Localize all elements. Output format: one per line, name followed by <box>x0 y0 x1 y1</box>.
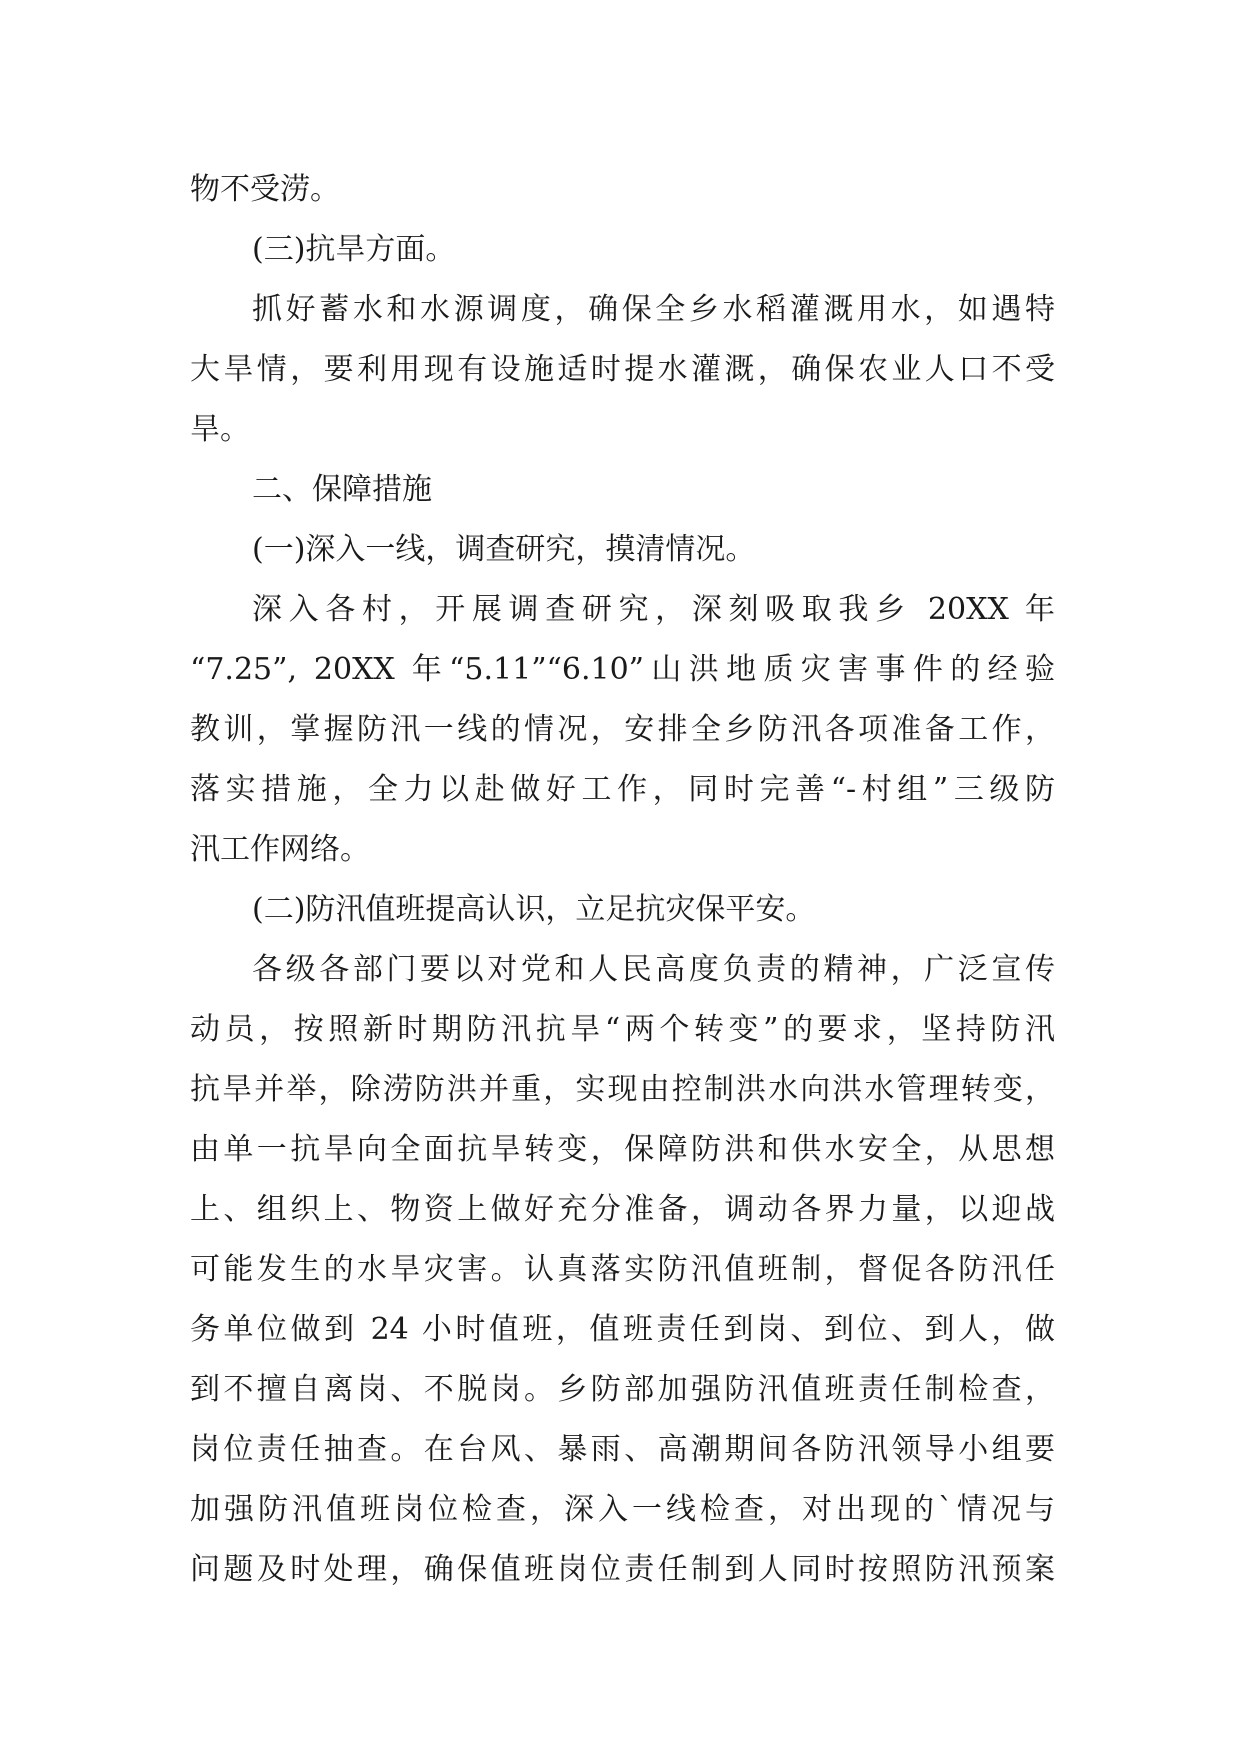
text-line <box>190 1240 1055 1300</box>
text-line <box>190 220 1055 280</box>
text-line-content: 由单一抗旱向全面抗旱转变，保障防洪和供水安全，从思想 <box>190 1132 1055 1167</box>
text-line <box>190 1120 1055 1180</box>
text-line <box>190 700 1055 760</box>
text-line-content: 落实措施，全力以赴做好工作，同时完善“-村组”三级防 <box>190 772 1055 807</box>
text-line-content: 到不擅自离岗、不脱岗。乡防部加强防汛值班责任制检查， <box>190 1372 1055 1407</box>
text-line-content: 各级各部门要以对党和人民高度负责的精神，广泛宣传 <box>252 952 1055 987</box>
text-line-content: 大旱情，要利用现有设施适时提水灌溉，确保农业人口不受 <box>190 352 1055 387</box>
text-line <box>190 1480 1055 1540</box>
text-line <box>190 760 1055 820</box>
text-line-content: 动员，按照新时期防汛抗旱“两个转变”的要求，坚持防汛 <box>190 1012 1055 1047</box>
text-line <box>190 280 1055 340</box>
text-line <box>190 880 1055 940</box>
text-line-content: 问题及时处理，确保值班岗位责任制到人同时按照防汛预案 <box>190 1552 1055 1587</box>
text-line-content: 可能发生的水旱灾害。认真落实防汛值班制，督促各防汛任 <box>190 1252 1055 1287</box>
text-line-content: 岗位责任抽查。在台风、暴雨、高潮期间各防汛领导小组要 <box>190 1432 1055 1467</box>
text-line-content: 上、组织上、物资上做好充分准备，调动各界力量，以迎战 <box>190 1192 1055 1227</box>
text-line <box>190 460 1055 520</box>
text-line-content: (二)防汛值班提高认识，立足抗灾保平安。 <box>252 892 816 927</box>
text-line-content: 深入各村，开展调查研究，深刻吸取我乡 20XX 年 <box>252 592 1055 627</box>
text-line <box>190 1420 1055 1480</box>
text-line <box>190 1060 1055 1120</box>
text-line <box>190 1000 1055 1060</box>
text-line <box>190 820 1055 880</box>
text-line-content: 物不受涝。 <box>190 172 340 207</box>
text-line-content: 抓好蓄水和水源调度，确保全乡水稻灌溉用水，如遇特 <box>252 292 1055 327</box>
text-line-content: 务单位做到 24 小时值班，值班责任到岗、到位、到人，做 <box>190 1312 1055 1347</box>
text-line <box>190 580 1055 640</box>
text-line-content: 抗旱并举，除涝防洪并重，实现由控制洪水向洪水管理转变， <box>190 1072 1055 1107</box>
text-line <box>190 400 1055 460</box>
text-line <box>190 1300 1055 1360</box>
text-line-content: 教训，掌握防汛一线的情况，安排全乡防汛各项准备工作， <box>190 712 1055 747</box>
text-line-content: 汛工作网络。 <box>190 832 370 867</box>
text-line <box>190 1540 1055 1600</box>
document-body <box>190 160 1055 1600</box>
text-line <box>190 1360 1055 1420</box>
text-line <box>190 160 1055 220</box>
text-line <box>190 640 1055 700</box>
text-line-content: 二、保障措施 <box>252 472 432 507</box>
text-line-content: 旱。 <box>190 412 250 447</box>
text-line-content: 加强防汛值班岗位检查，深入一线检查，对出现的`情况与 <box>190 1492 1055 1527</box>
text-line <box>190 1180 1055 1240</box>
text-line <box>190 340 1055 400</box>
text-line-content: (一)深入一线，调查研究，摸清情况。 <box>252 532 756 567</box>
text-line <box>190 940 1055 1000</box>
text-line-content: (三)抗旱方面。 <box>252 232 456 267</box>
text-line-content: “7.25”, 20XX 年“5.11”“6.10”山洪地质灾害事件的经验 <box>190 652 1055 687</box>
text-line <box>190 520 1055 580</box>
